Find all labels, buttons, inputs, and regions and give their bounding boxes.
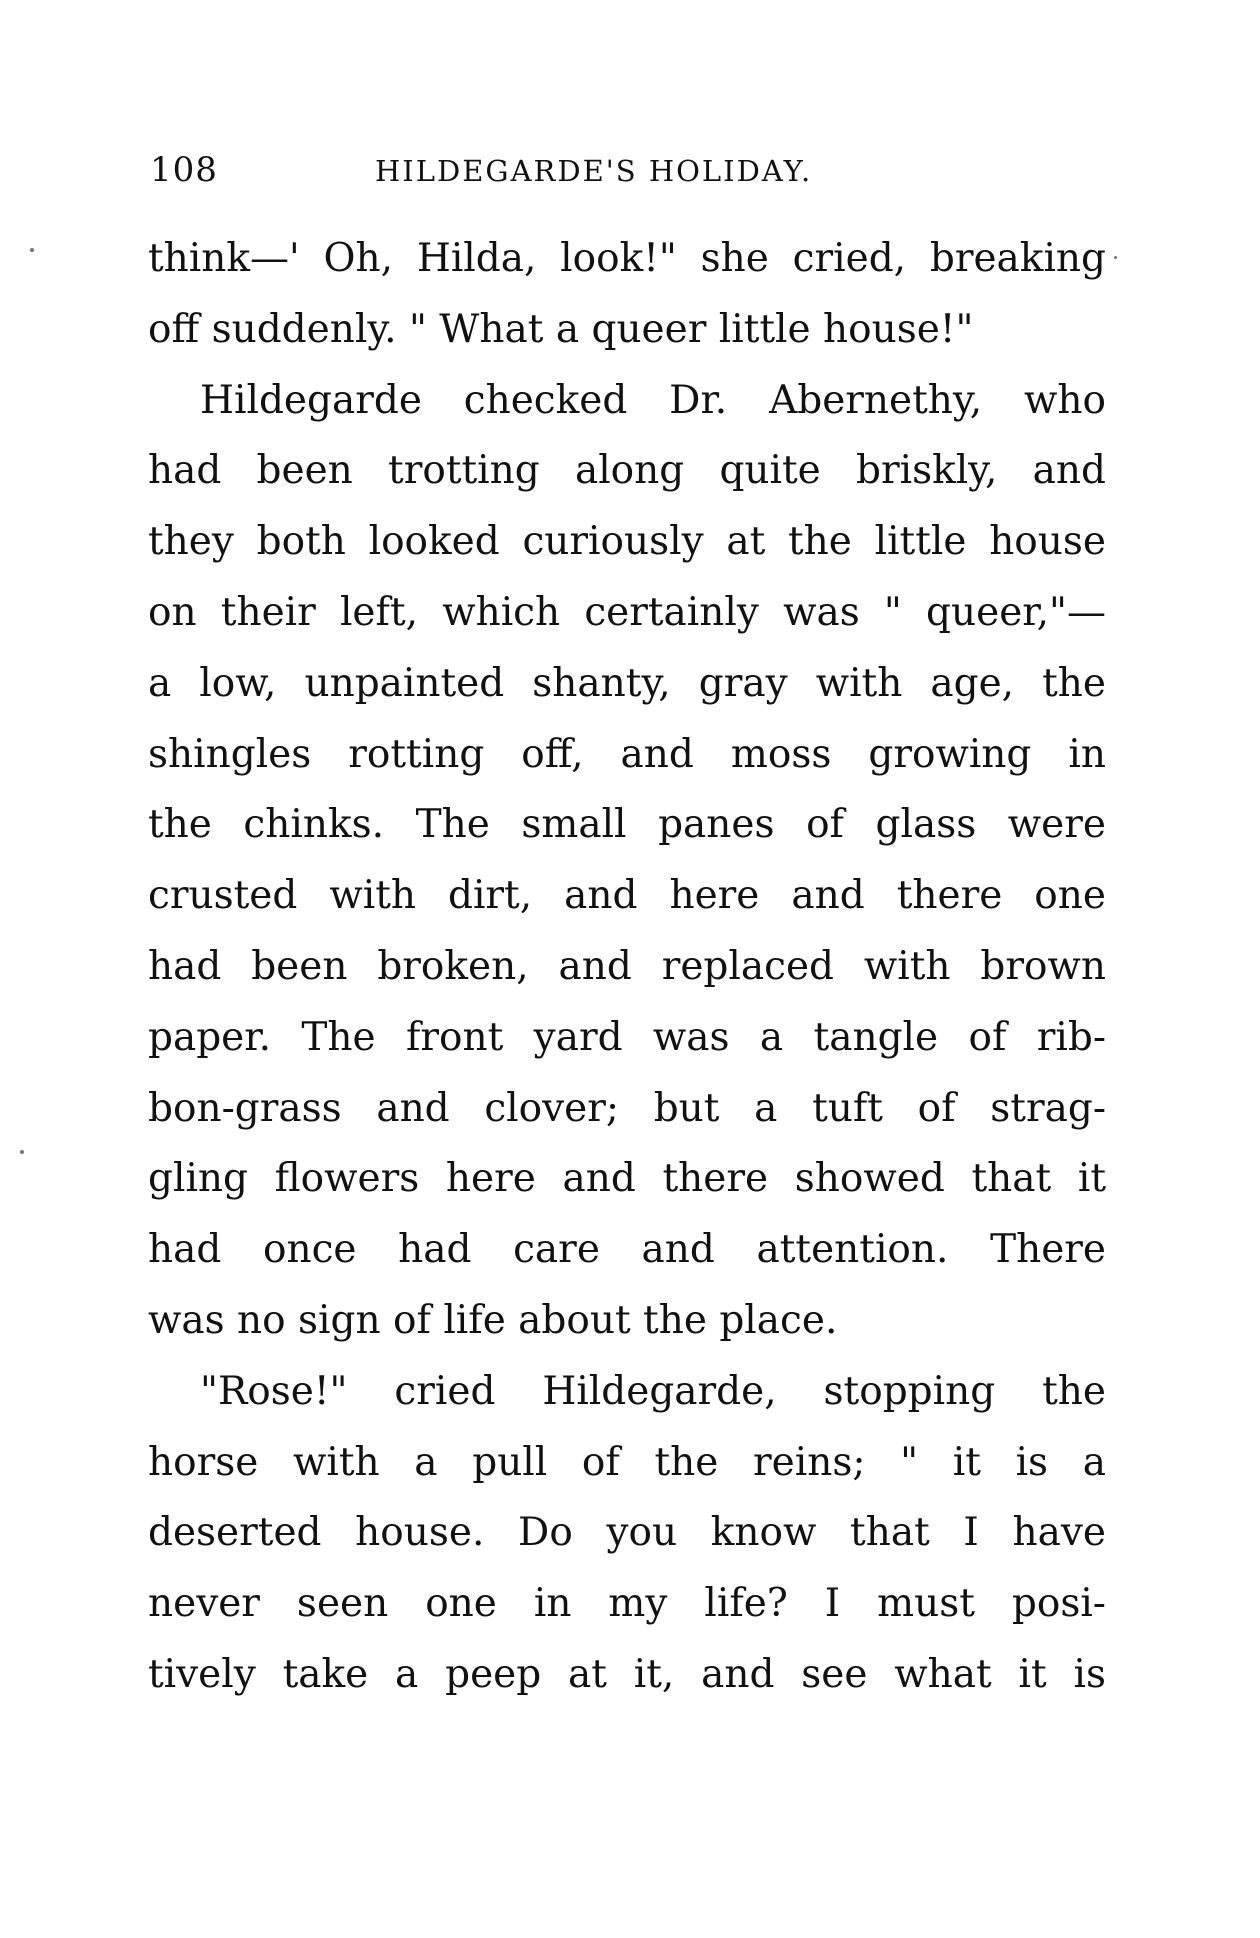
running-head: HILDEGARDE'S HOLIDAY.	[375, 154, 813, 188]
page-number: 108	[150, 150, 218, 190]
text-line: they both looked curiously at the little house	[148, 519, 1106, 564]
text-line: was no sign of life about the place.	[148, 1298, 838, 1343]
text-line: deserted house. Do you know that I have	[148, 1510, 1106, 1555]
text-line: never seen one in my life? I must posi-	[148, 1581, 1106, 1626]
text-line: think—' Oh, Hilda, look!" she cried, breaking	[148, 236, 1106, 281]
paper-speck	[20, 1150, 24, 1154]
text-line: shingles rotting off, and moss growing in	[148, 732, 1106, 777]
text-line: horse with a pull of the reins; " it is a	[148, 1440, 1106, 1485]
text-line: had been trotting along quite briskly, and	[148, 448, 1106, 493]
text-line: bon-grass and clover; but a tuft of strag-	[148, 1086, 1106, 1131]
page-header	[150, 150, 1110, 200]
text-line: gling flowers here and there showed that it	[148, 1156, 1106, 1201]
text-line: Hildegarde checked Dr. Abernethy, who	[200, 378, 1106, 423]
text-line: a low, unpainted shanty, gray with age, the	[148, 661, 1106, 706]
text-line: tively take a peep at it, and see what it is	[148, 1652, 1106, 1697]
text-line: paper. The front yard was a tangle of rib-	[148, 1015, 1106, 1060]
paper-speck	[30, 248, 34, 252]
text-line: on their left, which certainly was " queer,"—	[148, 590, 1106, 635]
text-line: crusted with dirt, and here and there one	[148, 873, 1106, 918]
text-line: had been broken, and replaced with brown	[148, 944, 1106, 989]
text-line: the chinks. The small panes of glass were	[148, 802, 1106, 847]
text-line: "Rose!" cried Hildegarde, stopping the	[200, 1369, 1106, 1414]
text-line: had once had care and attention. There	[148, 1227, 1106, 1272]
text-line: off suddenly. " What a queer little house!"	[148, 307, 974, 352]
paper-speck	[1114, 256, 1117, 259]
